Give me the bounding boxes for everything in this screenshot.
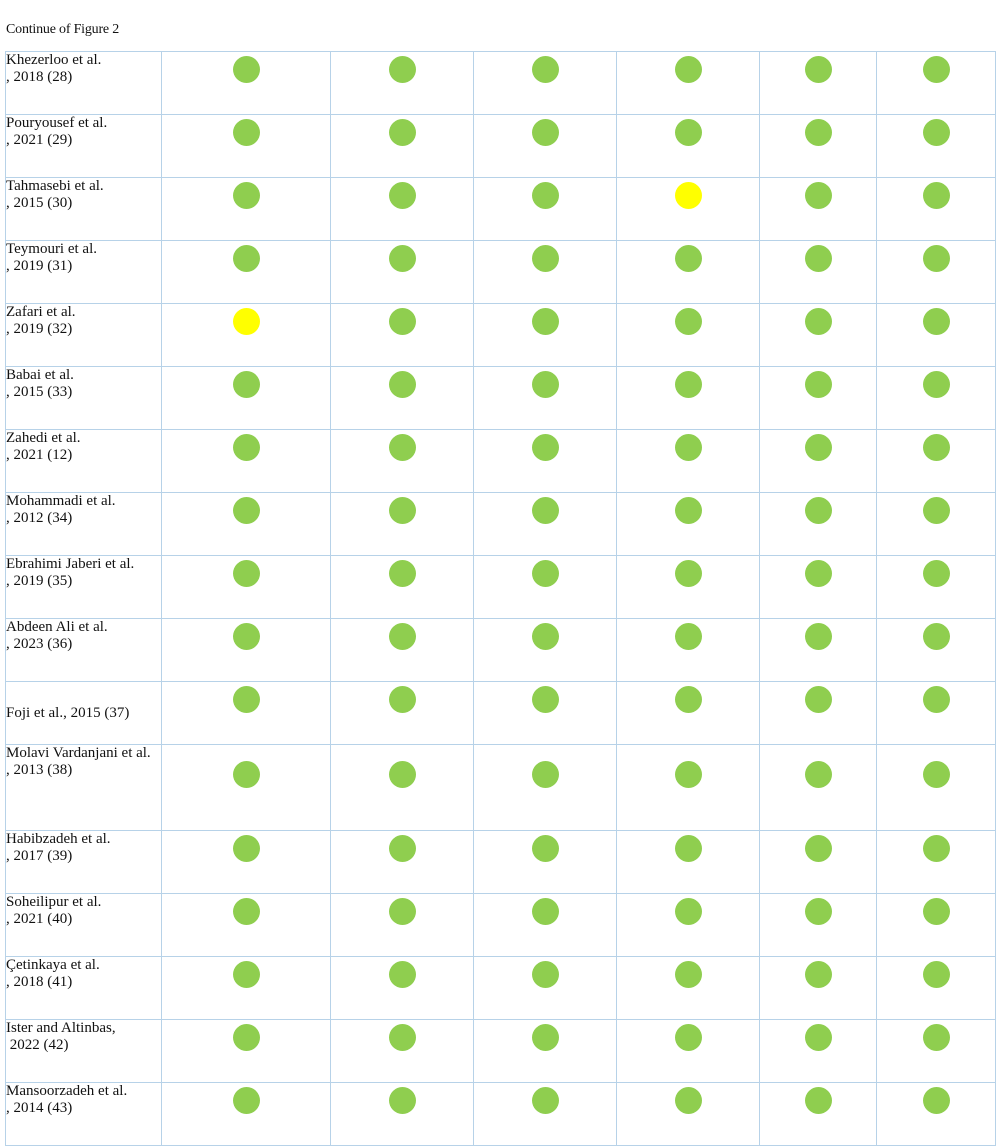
study-label: Habibzadeh et al. , 2017 (39) bbox=[6, 831, 162, 894]
green-circle-icon bbox=[675, 835, 702, 862]
green-circle-icon bbox=[675, 560, 702, 587]
green-circle-icon bbox=[233, 761, 260, 788]
green-circle-icon bbox=[805, 560, 832, 587]
table-row bbox=[6, 178, 996, 241]
rating-cell bbox=[760, 745, 877, 831]
rating-cell bbox=[760, 831, 877, 894]
study-label: Ebrahimi Jaberi et al. , 2019 (35) bbox=[6, 556, 162, 619]
table-row bbox=[6, 682, 996, 745]
green-circle-icon bbox=[389, 119, 416, 146]
rating-cell bbox=[162, 52, 331, 115]
rating-cell bbox=[877, 556, 996, 619]
green-circle-icon bbox=[233, 623, 260, 650]
study-label: Khezerloo et al. , 2018 (28) bbox=[6, 52, 162, 115]
rating-cell bbox=[760, 241, 877, 304]
study-label: Soheilipur et al. , 2021 (40) bbox=[6, 894, 162, 957]
rating-cell bbox=[877, 1020, 996, 1083]
green-circle-icon bbox=[923, 497, 950, 524]
study-label: Molavi Vardanjani et al. , 2013 (38) bbox=[6, 745, 162, 831]
green-circle-icon bbox=[675, 308, 702, 335]
green-circle-icon bbox=[532, 1087, 559, 1114]
green-circle-icon bbox=[532, 119, 559, 146]
green-circle-icon bbox=[675, 497, 702, 524]
study-label: Zahedi et al. , 2021 (12) bbox=[6, 430, 162, 493]
rating-cell bbox=[617, 1020, 760, 1083]
green-circle-icon bbox=[233, 497, 260, 524]
green-circle-icon bbox=[532, 560, 559, 587]
green-circle-icon bbox=[532, 308, 559, 335]
table-row bbox=[6, 430, 996, 493]
study-label: Pouryousef et al. , 2021 (29) bbox=[6, 115, 162, 178]
green-circle-icon bbox=[532, 56, 559, 83]
green-circle-icon bbox=[389, 1024, 416, 1051]
green-circle-icon bbox=[532, 835, 559, 862]
green-circle-icon bbox=[923, 961, 950, 988]
green-circle-icon bbox=[805, 56, 832, 83]
rating-cell bbox=[877, 1083, 996, 1146]
table-row bbox=[6, 957, 996, 1020]
green-circle-icon bbox=[233, 182, 260, 209]
green-circle-icon bbox=[923, 898, 950, 925]
study-label: Zafari et al. , 2019 (32) bbox=[6, 304, 162, 367]
rating-cell bbox=[617, 241, 760, 304]
green-circle-icon bbox=[389, 245, 416, 272]
rating-cell bbox=[760, 1020, 877, 1083]
rating-cell bbox=[331, 241, 474, 304]
green-circle-icon bbox=[923, 182, 950, 209]
rating-cell bbox=[760, 894, 877, 957]
green-circle-icon bbox=[923, 245, 950, 272]
green-circle-icon bbox=[805, 686, 832, 713]
green-circle-icon bbox=[389, 182, 416, 209]
green-circle-icon bbox=[923, 623, 950, 650]
rating-cell bbox=[474, 304, 617, 367]
green-circle-icon bbox=[805, 245, 832, 272]
green-circle-icon bbox=[233, 371, 260, 398]
rating-cell bbox=[877, 894, 996, 957]
rating-cell bbox=[474, 831, 617, 894]
rating-cell bbox=[760, 682, 877, 745]
rating-cell bbox=[617, 831, 760, 894]
rating-cell bbox=[760, 304, 877, 367]
rating-cell bbox=[331, 304, 474, 367]
green-circle-icon bbox=[233, 1024, 260, 1051]
rating-cell bbox=[331, 831, 474, 894]
green-circle-icon bbox=[675, 898, 702, 925]
green-circle-icon bbox=[923, 434, 950, 461]
green-circle-icon bbox=[923, 308, 950, 335]
green-circle-icon bbox=[675, 686, 702, 713]
rating-cell bbox=[877, 957, 996, 1020]
green-circle-icon bbox=[233, 1087, 260, 1114]
rating-cell bbox=[617, 367, 760, 430]
rating-cell bbox=[162, 1083, 331, 1146]
rating-cell bbox=[474, 1020, 617, 1083]
rating-cell bbox=[617, 304, 760, 367]
rating-cell bbox=[877, 115, 996, 178]
rating-cell bbox=[331, 52, 474, 115]
table-row bbox=[6, 1020, 996, 1083]
table-row bbox=[6, 894, 996, 957]
green-circle-icon bbox=[923, 1087, 950, 1114]
rating-cell bbox=[162, 831, 331, 894]
rating-cell bbox=[162, 115, 331, 178]
green-circle-icon bbox=[389, 686, 416, 713]
green-circle-icon bbox=[532, 623, 559, 650]
study-label: Ister and Altinbas, 2022 (42) bbox=[6, 1020, 162, 1083]
green-circle-icon bbox=[805, 623, 832, 650]
table-row bbox=[6, 115, 996, 178]
rating-cell bbox=[162, 178, 331, 241]
rating-cell bbox=[331, 1083, 474, 1146]
study-label: Tahmasebi et al. , 2015 (30) bbox=[6, 178, 162, 241]
green-circle-icon bbox=[389, 623, 416, 650]
rating-cell bbox=[162, 619, 331, 682]
green-circle-icon bbox=[805, 119, 832, 146]
rating-cell bbox=[474, 115, 617, 178]
green-circle-icon bbox=[805, 308, 832, 335]
rating-cell bbox=[617, 493, 760, 556]
rating-cell bbox=[331, 745, 474, 831]
rating-cell bbox=[617, 682, 760, 745]
rating-cell bbox=[617, 619, 760, 682]
green-circle-icon bbox=[532, 1024, 559, 1051]
rating-cell bbox=[760, 957, 877, 1020]
rating-cell bbox=[331, 619, 474, 682]
yellow-circle-icon bbox=[233, 308, 260, 335]
rating-cell bbox=[331, 430, 474, 493]
rating-cell bbox=[162, 367, 331, 430]
green-circle-icon bbox=[675, 119, 702, 146]
rating-cell bbox=[331, 115, 474, 178]
rating-cell bbox=[162, 682, 331, 745]
rating-cell bbox=[760, 115, 877, 178]
rating-cell bbox=[162, 894, 331, 957]
rating-cell bbox=[474, 682, 617, 745]
rating-cell bbox=[162, 241, 331, 304]
green-circle-icon bbox=[389, 560, 416, 587]
green-circle-icon bbox=[532, 182, 559, 209]
rating-cell bbox=[877, 682, 996, 745]
rating-cell bbox=[474, 556, 617, 619]
green-circle-icon bbox=[923, 761, 950, 788]
green-circle-icon bbox=[532, 761, 559, 788]
green-circle-icon bbox=[675, 961, 702, 988]
rating-cell bbox=[617, 957, 760, 1020]
green-circle-icon bbox=[805, 182, 832, 209]
rating-cell bbox=[331, 556, 474, 619]
rating-cell bbox=[877, 178, 996, 241]
green-circle-icon bbox=[805, 1087, 832, 1114]
risk-of-bias-table bbox=[5, 51, 996, 1146]
rating-cell bbox=[162, 957, 331, 1020]
green-circle-icon bbox=[233, 560, 260, 587]
rating-cell bbox=[760, 178, 877, 241]
green-circle-icon bbox=[389, 371, 416, 398]
green-circle-icon bbox=[923, 686, 950, 713]
figure-caption: Continue of Figure 2 bbox=[6, 22, 120, 37]
table-row bbox=[6, 367, 996, 430]
rating-cell bbox=[877, 619, 996, 682]
rating-cell bbox=[760, 1083, 877, 1146]
green-circle-icon bbox=[233, 245, 260, 272]
rating-cell bbox=[331, 894, 474, 957]
green-circle-icon bbox=[923, 560, 950, 587]
rating-cell bbox=[474, 1083, 617, 1146]
rating-cell bbox=[474, 493, 617, 556]
rating-cell bbox=[162, 430, 331, 493]
green-circle-icon bbox=[805, 898, 832, 925]
green-circle-icon bbox=[233, 56, 260, 83]
rating-cell bbox=[162, 556, 331, 619]
green-circle-icon bbox=[923, 371, 950, 398]
table-row bbox=[6, 52, 996, 115]
study-label: Abdeen Ali et al. , 2023 (36) bbox=[6, 619, 162, 682]
table-row bbox=[6, 304, 996, 367]
rating-cell bbox=[760, 367, 877, 430]
green-circle-icon bbox=[805, 961, 832, 988]
green-circle-icon bbox=[233, 898, 260, 925]
rating-cell bbox=[617, 52, 760, 115]
study-label: Mansoorzadeh et al. , 2014 (43) bbox=[6, 1083, 162, 1146]
table-row bbox=[6, 745, 996, 831]
green-circle-icon bbox=[532, 898, 559, 925]
rating-cell bbox=[474, 367, 617, 430]
green-circle-icon bbox=[675, 245, 702, 272]
rating-cell bbox=[617, 894, 760, 957]
green-circle-icon bbox=[532, 497, 559, 524]
green-circle-icon bbox=[389, 961, 416, 988]
green-circle-icon bbox=[805, 835, 832, 862]
rating-cell bbox=[474, 894, 617, 957]
green-circle-icon bbox=[675, 623, 702, 650]
rating-cell bbox=[331, 493, 474, 556]
green-circle-icon bbox=[532, 686, 559, 713]
study-label: Foji et al., 2015 (37) bbox=[6, 682, 162, 745]
green-circle-icon bbox=[923, 56, 950, 83]
green-circle-icon bbox=[805, 434, 832, 461]
green-circle-icon bbox=[532, 245, 559, 272]
rating-cell bbox=[617, 178, 760, 241]
rating-cell bbox=[760, 430, 877, 493]
table-row bbox=[6, 1083, 996, 1146]
rating-cell bbox=[474, 52, 617, 115]
green-circle-icon bbox=[675, 1087, 702, 1114]
table-row bbox=[6, 241, 996, 304]
rating-cell bbox=[760, 619, 877, 682]
green-circle-icon bbox=[805, 497, 832, 524]
rating-cell bbox=[617, 745, 760, 831]
green-circle-icon bbox=[532, 371, 559, 398]
study-label: Çetinkaya et al. , 2018 (41) bbox=[6, 957, 162, 1020]
green-circle-icon bbox=[233, 434, 260, 461]
green-circle-icon bbox=[233, 961, 260, 988]
rating-cell bbox=[877, 831, 996, 894]
green-circle-icon bbox=[233, 835, 260, 862]
table-row bbox=[6, 619, 996, 682]
green-circle-icon bbox=[389, 308, 416, 335]
green-circle-icon bbox=[389, 434, 416, 461]
green-circle-icon bbox=[805, 761, 832, 788]
table-row bbox=[6, 831, 996, 894]
table-row bbox=[6, 556, 996, 619]
rating-cell bbox=[162, 745, 331, 831]
rating-cell bbox=[760, 52, 877, 115]
yellow-circle-icon bbox=[675, 182, 702, 209]
rating-cell bbox=[474, 745, 617, 831]
study-label: Babai et al. , 2015 (33) bbox=[6, 367, 162, 430]
green-circle-icon bbox=[532, 434, 559, 461]
green-circle-icon bbox=[389, 56, 416, 83]
rating-cell bbox=[877, 493, 996, 556]
green-circle-icon bbox=[675, 761, 702, 788]
rating-cell bbox=[162, 304, 331, 367]
green-circle-icon bbox=[389, 497, 416, 524]
green-circle-icon bbox=[923, 835, 950, 862]
rating-cell bbox=[617, 1083, 760, 1146]
green-circle-icon bbox=[389, 1087, 416, 1114]
rating-cell bbox=[331, 957, 474, 1020]
green-circle-icon bbox=[923, 1024, 950, 1051]
rating-cell bbox=[617, 556, 760, 619]
rating-cell bbox=[760, 556, 877, 619]
rating-cell bbox=[474, 430, 617, 493]
rating-cell bbox=[877, 367, 996, 430]
green-circle-icon bbox=[675, 1024, 702, 1051]
rating-cell bbox=[877, 52, 996, 115]
green-circle-icon bbox=[389, 761, 416, 788]
rating-cell bbox=[877, 430, 996, 493]
rating-cell bbox=[331, 682, 474, 745]
study-label: Mohammadi et al. , 2012 (34) bbox=[6, 493, 162, 556]
green-circle-icon bbox=[675, 56, 702, 83]
green-circle-icon bbox=[675, 371, 702, 398]
green-circle-icon bbox=[389, 898, 416, 925]
rating-cell bbox=[474, 178, 617, 241]
rating-cell bbox=[331, 1020, 474, 1083]
rating-cell bbox=[474, 241, 617, 304]
rating-cell bbox=[331, 367, 474, 430]
rating-cell bbox=[162, 1020, 331, 1083]
rating-cell bbox=[162, 493, 331, 556]
study-label: Teymouri et al. , 2019 (31) bbox=[6, 241, 162, 304]
rating-cell bbox=[877, 304, 996, 367]
green-circle-icon bbox=[233, 686, 260, 713]
rating-cell bbox=[760, 493, 877, 556]
rating-cell bbox=[617, 115, 760, 178]
green-circle-icon bbox=[805, 1024, 832, 1051]
green-circle-icon bbox=[389, 835, 416, 862]
rating-cell bbox=[877, 745, 996, 831]
table-row bbox=[6, 493, 996, 556]
rating-cell bbox=[331, 178, 474, 241]
green-circle-icon bbox=[532, 961, 559, 988]
rating-cell bbox=[617, 430, 760, 493]
green-circle-icon bbox=[675, 434, 702, 461]
green-circle-icon bbox=[233, 119, 260, 146]
rating-cell bbox=[474, 957, 617, 1020]
green-circle-icon bbox=[923, 119, 950, 146]
green-circle-icon bbox=[805, 371, 832, 398]
rating-cell bbox=[474, 619, 617, 682]
rating-cell bbox=[877, 241, 996, 304]
